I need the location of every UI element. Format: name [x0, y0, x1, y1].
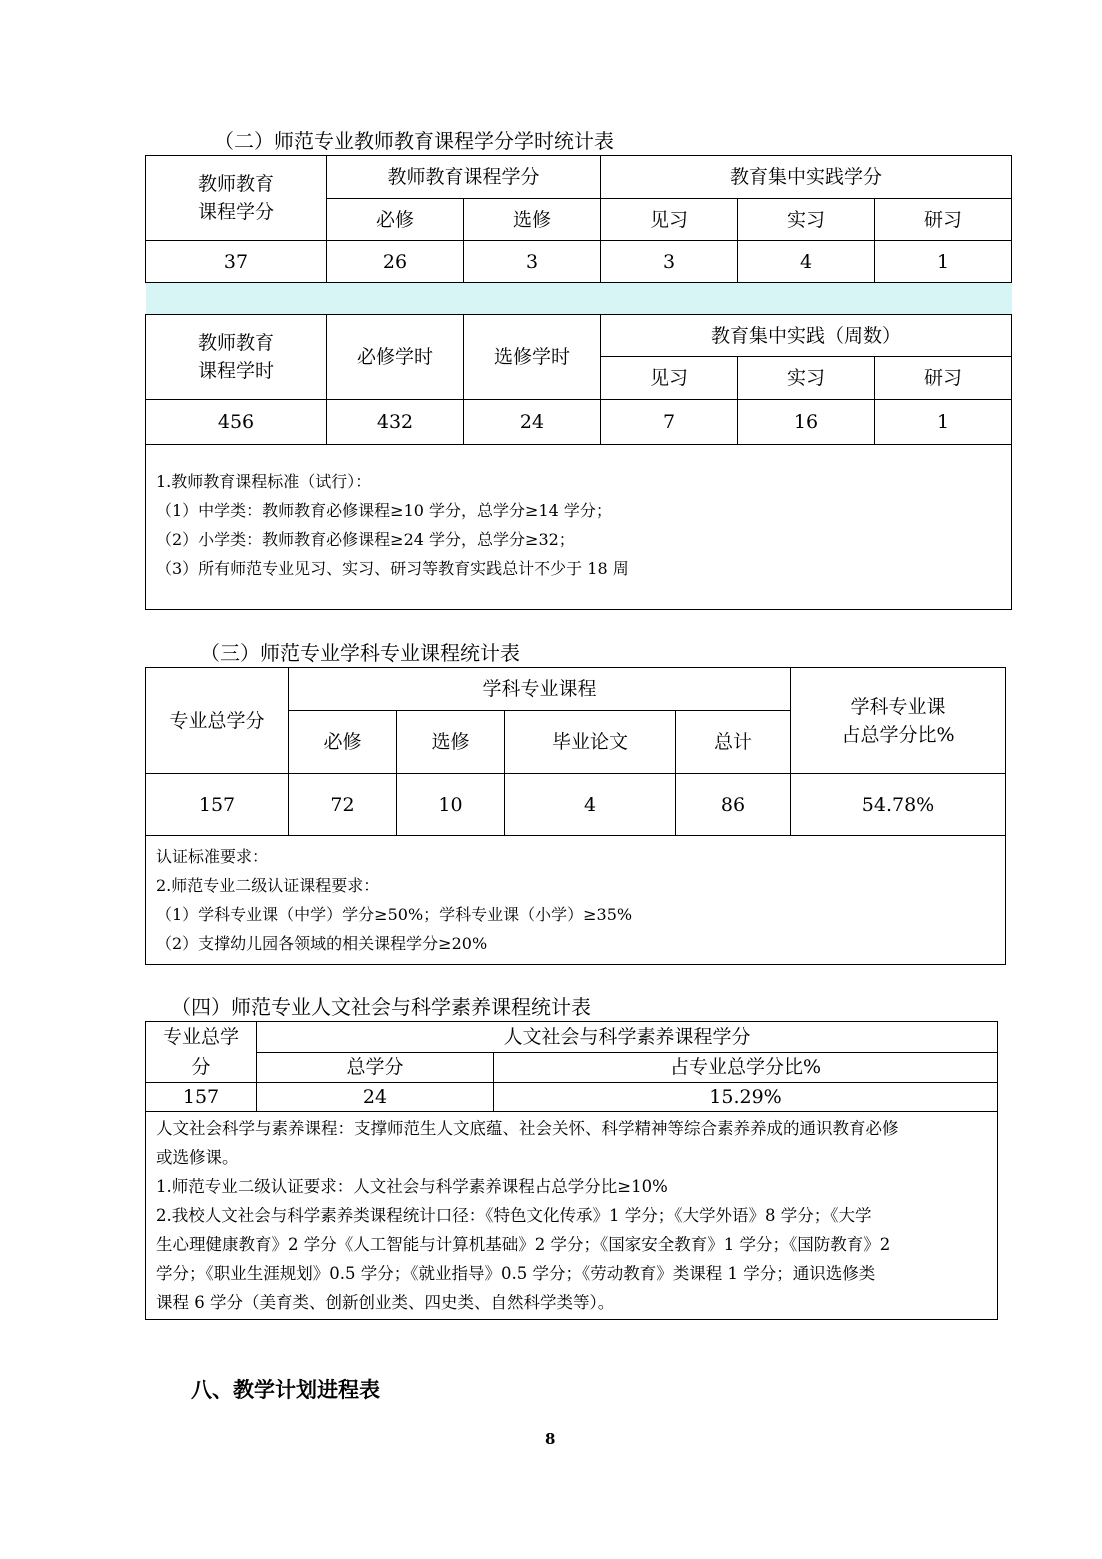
header-elective: 选修	[397, 711, 505, 774]
value-elective-hours: 24	[464, 400, 601, 445]
humanities-note: 人文社会科学与素养课程：支撑师范生人文底蕴、社会关怀、科学精神等综合素养养成的通识教育必修 或选修课。 1.师范专业二级认证要求：人文社会与科学素养课程占总学分比≥10% 2.我校人文社会与科学素养类课程统计口径：《特色文化传承》1 学分；《大学外语》8 学分；《大学 生心理健康教育》2 学分《人工智能与计算机基础》2 学分；《国家安全教育》1 学分；《国防教育》2 学分；《职业生涯规划》0.5 学分；《就业指导》0.5 学分；《劳动教育》类课程 1 学分；通识选修类 课程 6 学分（美育类、创新创业类、四史类、自然科学类等）。	[146, 1112, 998, 1320]
value-thesis: 4	[505, 774, 676, 836]
value-total-credit: 37	[146, 241, 327, 283]
standards-note: 1.教师教育课程标准（试行）： （1）中学类：教师教育必修课程≥10 学分，总学分≥14 学分； （2）小学类：教师教育必修课程≥24 学分，总学分≥32； （3）所有师范专业见习、实习、研习等教育实践总计不少于 18 周	[146, 445, 1012, 610]
header-sum: 总计	[676, 711, 791, 774]
value-total-credit: 24	[257, 1083, 494, 1112]
value-research-weeks: 1	[875, 400, 1012, 445]
header-major-total-credit: 专业总学分	[146, 668, 289, 774]
header-practice-weeks: 教育集中实践（周数）	[601, 315, 1012, 357]
header-observation: 见习	[601, 199, 738, 241]
header-total-credit: 总学分	[257, 1052, 494, 1083]
value-required-credit: 26	[327, 241, 464, 283]
header-research: 研习	[875, 199, 1012, 241]
value-internship-weeks: 16	[738, 400, 875, 445]
header-course-credit: 教师教育课程学分	[327, 156, 601, 199]
header-internship-weeks: 实习	[738, 357, 875, 400]
header-required: 必修	[327, 199, 464, 241]
certification-note: 认证标准要求： 2.师范专业二级认证课程要求： （1）学科专业课（中学）学分≥50%；学科专业课（小学）≥35% （2）支撑幼儿园各领域的相关课程学分≥20%	[146, 836, 1006, 965]
subject-course-table	[145, 667, 1006, 965]
value-major-total-credit: 157	[146, 774, 289, 836]
value-required-hours: 432	[327, 400, 464, 445]
value-required: 72	[289, 774, 397, 836]
header-practice-credit: 教育集中实践学分	[601, 156, 1012, 199]
header-humanities-credit: 人文社会与科学素养课程学分	[257, 1022, 998, 1053]
value-ratio: 15.29%	[494, 1083, 998, 1112]
value-sum: 86	[676, 774, 791, 836]
section-8-heading: 八、教学计划进程表	[191, 1378, 380, 1402]
header-ratio: 占专业总学分比%	[494, 1052, 998, 1083]
value-ratio: 54.78%	[791, 774, 1006, 836]
value-internship-credit: 4	[738, 241, 875, 283]
header-total-hours: 教师教育 课程学时	[146, 315, 327, 400]
value-major-total-credit: 157	[146, 1083, 257, 1112]
page-number: 8	[545, 1430, 556, 1448]
header-internship: 实习	[738, 199, 875, 241]
header-thesis: 毕业论文	[505, 711, 676, 774]
header-subject-course: 学科专业课程	[289, 668, 791, 711]
spacer-row	[146, 283, 1012, 315]
value-observation-credit: 3	[601, 241, 738, 283]
value-observation-weeks: 7	[601, 400, 738, 445]
header-total-credit: 教师教育 课程学分	[146, 156, 327, 241]
section-2-title: （二）师范专业教师教育课程学分学时统计表	[214, 129, 614, 153]
value-research-credit: 1	[875, 241, 1012, 283]
humanities-course-table	[145, 1021, 998, 1320]
header-research-weeks: 研习	[875, 357, 1012, 400]
value-elective: 10	[397, 774, 505, 836]
header-elective-hours: 选修学时	[464, 315, 601, 400]
value-total-hours: 456	[146, 400, 327, 445]
header-required: 必修	[289, 711, 397, 774]
section-3-title: （三）师范专业学科专业课程统计表	[200, 641, 520, 665]
value-elective-credit: 3	[464, 241, 601, 283]
header-major-total-credit: 专业总学 分	[146, 1022, 257, 1083]
header-observation-weeks: 见习	[601, 357, 738, 400]
teacher-edu-credit-table	[145, 155, 1012, 610]
header-subject-ratio: 学科专业课 占总学分比%	[791, 668, 1006, 774]
header-required-hours: 必修学时	[327, 315, 464, 400]
section-4-title: （四）师范专业人文社会与科学素养课程统计表	[171, 995, 591, 1019]
header-elective: 选修	[464, 199, 601, 241]
